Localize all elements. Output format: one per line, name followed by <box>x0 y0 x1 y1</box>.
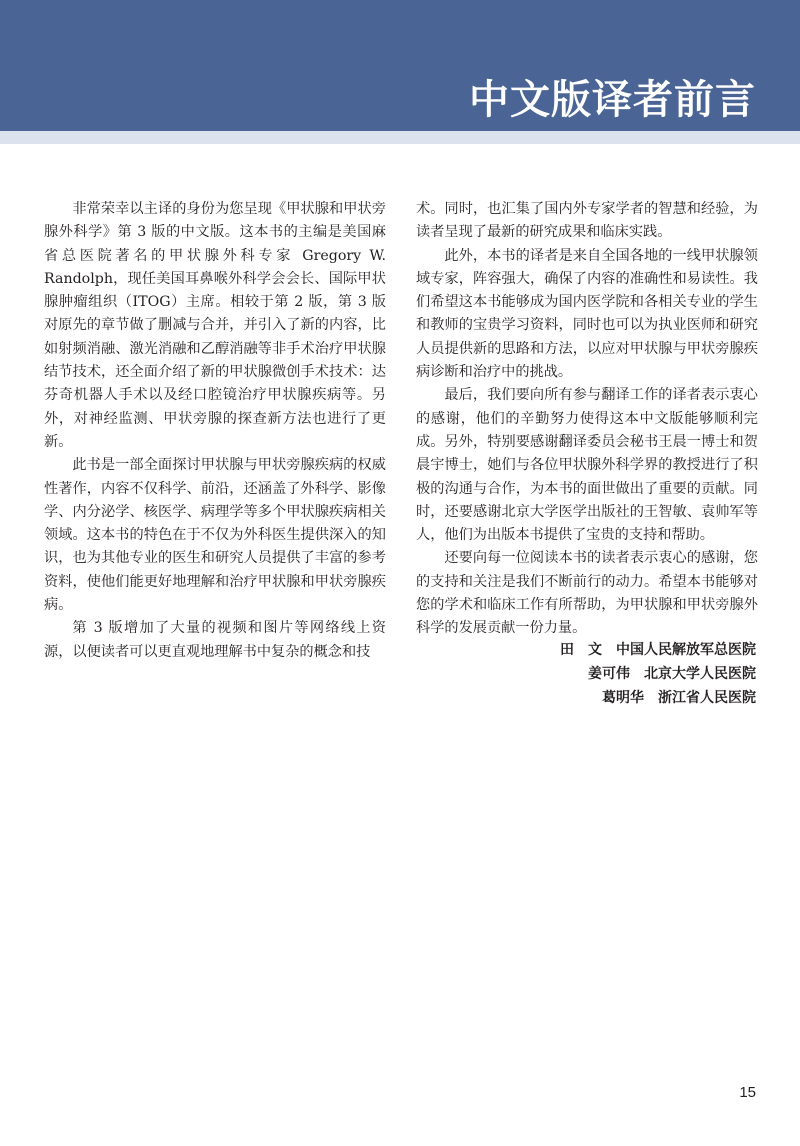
paragraph: 第 3 版增加了大量的视频和图片等网络线上资源，以便读者可以更直观地理解书中复杂的概念和技 <box>44 620 386 660</box>
paragraph: 此书是一部全面探讨甲状腺与甲状旁腺疾病的权威性著作，内容不仅科学、前沿，还涵盖了外科学、影像学、内分泌学、核医学、病理学等多个甲状腺疾病相关领域。这本书的特色在于不仅为外科医生提供深入的知识，也为其他专业的医生和研究人员提供了丰富的参考资料，使他们能更好地理解和治疗甲状腺和甲状旁腺疾病。 <box>44 457 386 614</box>
signature-line: 田 文 中国人民解放军总医院 <box>560 642 756 658</box>
page-number: 15 <box>739 1084 756 1101</box>
signature-block <box>560 638 756 710</box>
paragraph: 还要向每一位阅读本书的读者表示衷心的感谢，您的支持和关注是我们不断前行的动力。希望本书能够对您的学术和临床工作有所帮助，为甲状腺和甲状旁腺外科学的发展贡献一份力量。 <box>416 550 758 637</box>
paragraph-continuation: 术。同时，也汇集了国内外专家学者的智慧和经验，为读者呈现了最新的研究成果和临床实践。 <box>416 201 758 241</box>
signature-line: 姜可伟 北京大学人民医院 <box>588 666 756 682</box>
left-column <box>44 198 386 664</box>
paragraph: 此外，本书的译者是来自全国各地的一线甲状腺领域专家，阵容强大，确保了内容的准确性和易读性。我们希望这本书能够成为国内医学院和各相关专业的学生和教师的宝贵学习资料，同时也可以为执业医师和研究人员提供新的思路和方法，以应对甲状腺与甲状旁腺疾病诊断和治疗中的挑战。 <box>416 247 758 381</box>
paragraph: 非常荣幸以主译的身份为您呈现《甲状腺和甲状旁腺外科学》第 3 版的中文版。这本书的主编是美国麻省总医院著名的甲状腺外科专家 Gregory W. Randolph，现任美国耳鼻喉外科学会会长、国际甲状腺肿瘤组织（ITOG）主席。相较于第 2 版，第 3 版对原先的章节做了删减与合并，并引入了新的内容，比如射频消融、激光消融和乙醇消融等非手术治疗甲状腺结节技术，还全面介绍了新的甲状腺微创手术技术：达芬奇机器人手术以及经口腔镜治疗甲状腺疾病等。另外，对神经监测、甲状旁腺的探查新方法也进行了更新。 <box>44 201 386 450</box>
signature-line: 葛明华 浙江省人民医院 <box>602 690 756 706</box>
header-stripe <box>0 131 800 144</box>
page-title: 中文版译者前言 <box>469 77 756 123</box>
right-column <box>416 198 758 641</box>
header-band <box>0 0 800 131</box>
paragraph: 最后，我们要向所有参与翻译工作的译者表示衷心的感谢，他们的辛勤努力使得这本中文版能够顺利完成。另外，特别要感谢翻译委员会秘书王晨一博士和贺晨宇博士，她们与各位甲状腺外科学界的教授进行了积极的沟通与合作，为本书的面世做出了重要的贡献。同时，还要感谢北京大学医学出版社的王智敏、袁帅军等人，他们为出版本书提供了宝贵的支持和帮助。 <box>416 387 758 544</box>
